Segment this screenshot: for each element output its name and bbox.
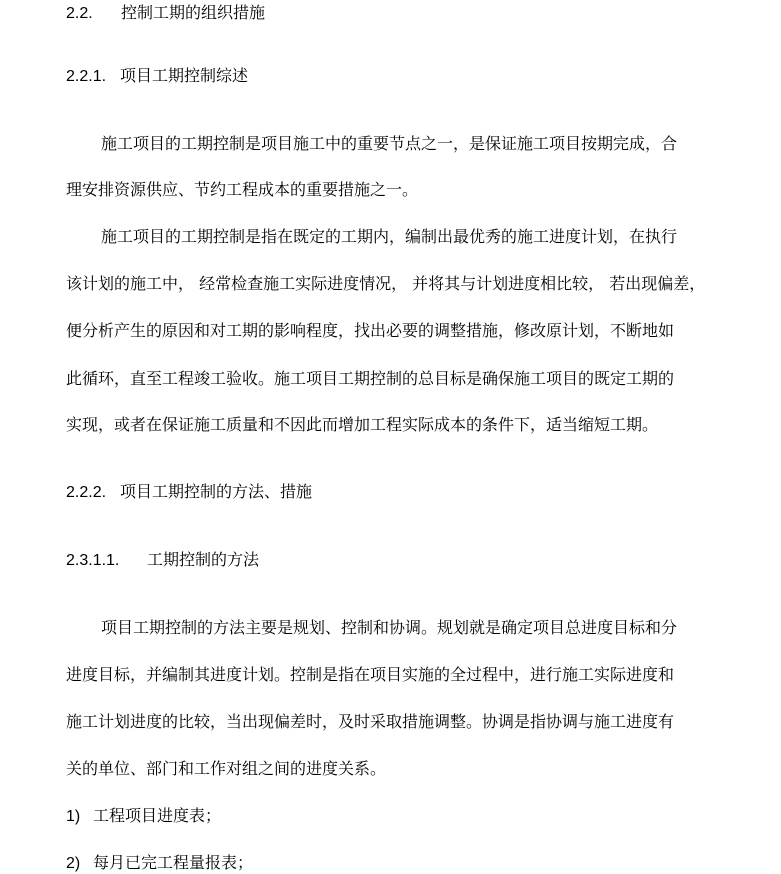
heading-number: 2.2.2. bbox=[66, 484, 107, 501]
paragraph-line: 施工计划进度的比较，当出现偏差时，及时采取措施调整。协调是指协调与施工进度有 bbox=[66, 712, 675, 731]
heading-title: 控制工期的组织措施 bbox=[121, 3, 266, 22]
paragraph-line: 理安排资源供应、节约工程成本的重要措施之一。 bbox=[66, 180, 419, 199]
paragraph-line: 施工项目的工期控制是项目施工中的重要节点之一，是保证施工项目按期完成，合 bbox=[101, 134, 678, 153]
heading-title: 项目工期控制综述 bbox=[120, 66, 249, 85]
list-text: 每月已完工程量报表； bbox=[93, 853, 254, 872]
list-marker: 2) bbox=[66, 855, 81, 872]
heading-number: 2.3.1.1. bbox=[66, 552, 120, 569]
heading-2-2 bbox=[66, 3, 265, 23]
paragraph-line: 实现，或者在保证施工质量和不因此而增加工程实际成本的条件下，适当缩短工期。 bbox=[66, 415, 659, 434]
heading-title: 项目工期控制的方法、措施 bbox=[120, 482, 313, 501]
list-marker: 1) bbox=[66, 808, 81, 825]
paragraph-line: 此循环，直至工程竣工验收。施工项目工期控制的总目标是确保施工项目的既定工期的 bbox=[66, 369, 675, 388]
heading-2-2-1 bbox=[66, 66, 248, 86]
list-text: 工程项目进度表； bbox=[93, 806, 222, 825]
paragraph-line: 关的单位、部门和工作对组之间的进度关系。 bbox=[66, 759, 387, 778]
paragraph-line: 进度目标，并编制其进度计划。控制是指在项目实施的全过程中，进行施工实际进度和 bbox=[66, 665, 675, 684]
list-item bbox=[66, 853, 253, 873]
paragraph-line: 便分析产生的原因和对工期的影响程度，找出必要的调整措施，修改原计划，不断地如 bbox=[66, 321, 675, 340]
list-item bbox=[66, 806, 221, 826]
paragraph-line: 施工项目的工期控制是指在既定的工期内，编制出最优秀的施工进度计划，在执行 bbox=[101, 227, 678, 246]
heading-number: 2.2.1. bbox=[66, 68, 107, 85]
heading-number: 2.2. bbox=[66, 5, 93, 22]
heading-2-3-1-1 bbox=[66, 550, 259, 570]
paragraph-line: 该计划的施工中， 经常检查施工实际进度情况， 并将其与计划进度相比较， 若出现偏差， bbox=[66, 274, 706, 293]
heading-2-2-2 bbox=[66, 482, 312, 502]
heading-title: 工期控制的方法 bbox=[147, 550, 260, 569]
paragraph-line: 项目工期控制的方法主要是规划、控制和协调。规划就是确定项目总进度目标和分 bbox=[101, 618, 678, 637]
